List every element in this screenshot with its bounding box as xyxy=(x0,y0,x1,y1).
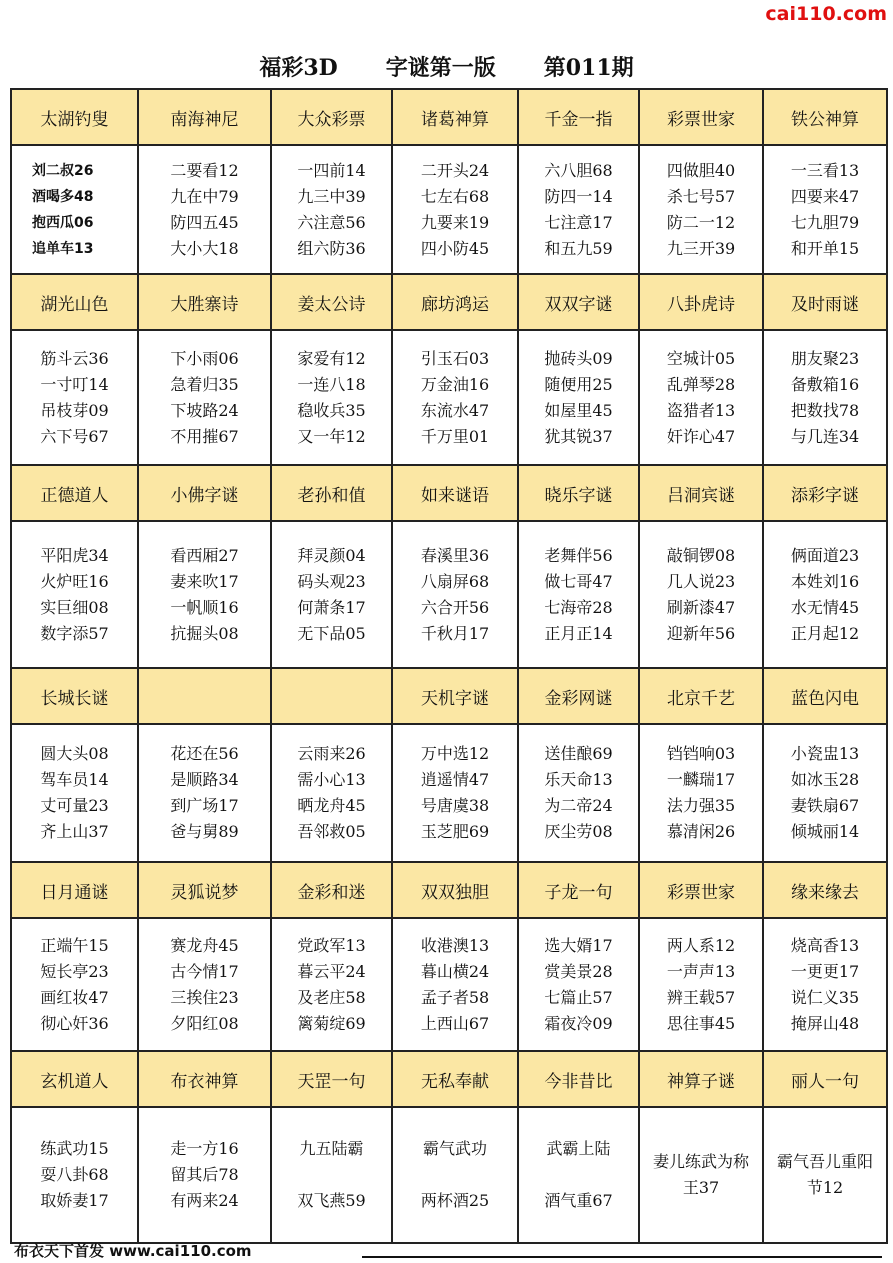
riddle-line: 家爱有12 xyxy=(297,348,366,368)
riddle-line: 耍八卦68 xyxy=(40,1165,109,1184)
riddle-line: 和五九59 xyxy=(544,238,613,258)
riddle-line: 敲铜锣08 xyxy=(666,545,736,565)
column-header: 天罡一句 xyxy=(271,1051,392,1107)
riddle-line: 抗掘头08 xyxy=(170,623,239,643)
riddle-line: 空城计05 xyxy=(666,348,736,368)
header-row xyxy=(11,89,887,145)
column-header: 北京千艺 xyxy=(639,668,763,724)
riddle-row xyxy=(11,1107,887,1243)
riddle-cell xyxy=(271,918,392,1051)
riddle-line: 一连八18 xyxy=(297,374,366,394)
riddle-line: 何萧条17 xyxy=(297,597,366,617)
column-header: 正德道人 xyxy=(11,465,138,521)
riddle-line: 把数找78 xyxy=(790,400,860,420)
riddle-cell xyxy=(11,724,138,862)
riddle-line: 九五陆霸 xyxy=(299,1139,364,1158)
riddle-line: 爸与舅89 xyxy=(170,822,239,841)
riddle-line: 吊枝芽09 xyxy=(40,400,109,420)
riddle-line: 下小雨06 xyxy=(170,348,239,368)
riddle-line: 一寸叮14 xyxy=(40,374,109,394)
column-header xyxy=(138,668,271,724)
riddle-line: 党政军13 xyxy=(297,935,366,955)
riddle-line: 正月正14 xyxy=(544,623,613,643)
column-header: 及时雨谜 xyxy=(763,274,887,330)
riddle-line: 朋友聚23 xyxy=(790,348,860,368)
riddle-row xyxy=(11,330,887,465)
riddle-line: 七左右68 xyxy=(420,186,490,206)
riddle-cell xyxy=(518,724,639,862)
riddle-line: 练武功15 xyxy=(40,1139,109,1158)
riddle-cell xyxy=(763,145,887,274)
riddle-line: 取娇妻17 xyxy=(40,1191,109,1210)
riddle-line: 酒喝多48 xyxy=(32,188,94,205)
riddle-line: 和开单15 xyxy=(790,238,860,258)
riddle-line: 霸气吾儿重阳节12 xyxy=(776,1152,873,1197)
page-title xyxy=(0,50,893,82)
riddle-line: 防四一14 xyxy=(544,186,613,206)
riddle-line: 一麟瑞17 xyxy=(666,770,736,789)
riddle-line: 为二帝24 xyxy=(544,796,613,815)
column-header xyxy=(271,668,392,724)
column-header: 双双独胆 xyxy=(392,862,518,918)
site-watermark: cai110.com xyxy=(765,3,887,25)
riddle-line: 九三开39 xyxy=(666,238,736,258)
riddle-line: 六合开56 xyxy=(420,597,490,617)
riddle-line: 九三中39 xyxy=(297,186,366,206)
column-header: 丽人一句 xyxy=(763,1051,887,1107)
column-header: 南海神尼 xyxy=(138,89,271,145)
riddle-line: 又一年12 xyxy=(297,426,366,446)
riddle-line: 到广场17 xyxy=(170,796,239,815)
riddle-line: 九在中79 xyxy=(170,186,239,206)
riddle-line: 四小防45 xyxy=(420,238,490,258)
column-header: 添彩字谜 xyxy=(763,465,887,521)
riddle-line: 春溪里36 xyxy=(420,545,490,565)
column-header: 天机字谜 xyxy=(392,668,518,724)
riddle-line: 组六防36 xyxy=(297,238,366,258)
column-header: 小佛字谜 xyxy=(138,465,271,521)
riddle-line: 掩屏山48 xyxy=(790,1013,860,1033)
riddle-line: 短长亭23 xyxy=(40,961,109,981)
column-header: 蓝色闪电 xyxy=(763,668,887,724)
riddle-grid xyxy=(10,88,888,1244)
riddle-line: 码头观23 xyxy=(297,571,366,591)
riddle-line: 急着归35 xyxy=(170,374,239,394)
riddle-line: 六下号67 xyxy=(40,426,109,446)
riddle-line: 辨王载57 xyxy=(666,987,736,1007)
column-header: 金彩和迷 xyxy=(271,862,392,918)
riddle-cell xyxy=(138,918,271,1051)
column-header: 姜太公诗 xyxy=(271,274,392,330)
riddle-line: 双飞燕59 xyxy=(297,1191,366,1210)
riddle-line: 迎新年56 xyxy=(666,623,736,643)
column-header: 吕洞宾谜 xyxy=(639,465,763,521)
column-header: 今非昔比 xyxy=(518,1051,639,1107)
riddle-line: 万中选12 xyxy=(420,744,490,763)
riddle-line: 二开头24 xyxy=(420,160,490,180)
riddle-line: 七注意17 xyxy=(544,212,613,232)
riddle-line: 暮山横24 xyxy=(420,961,490,981)
riddle-line: 无下品05 xyxy=(297,623,366,643)
riddle-line: 法力强35 xyxy=(666,796,736,815)
riddle-row xyxy=(11,724,887,862)
riddle-line: 思往事45 xyxy=(666,1013,736,1033)
riddle-line: 备敷箱16 xyxy=(790,374,860,394)
riddle-line: 正端午15 xyxy=(40,935,109,955)
riddle-cell xyxy=(518,521,639,668)
edition-name: 字谜第一版 xyxy=(385,54,496,81)
column-header: 彩票世家 xyxy=(639,862,763,918)
riddle-line: 几人说23 xyxy=(666,571,736,591)
riddle-line: 有两来24 xyxy=(170,1191,239,1210)
riddle-line: 火炉旺16 xyxy=(40,571,109,591)
riddle-line: 圆大头08 xyxy=(40,744,109,763)
column-header: 老孙和值 xyxy=(271,465,392,521)
riddle-line: 四做胆40 xyxy=(666,160,736,180)
riddle-line: 烧高香13 xyxy=(790,935,860,955)
riddle-line: 古今情17 xyxy=(170,961,239,981)
riddle-cell xyxy=(271,724,392,862)
riddle-line: 看西厢27 xyxy=(170,545,239,565)
riddle-line: 俩面道23 xyxy=(790,545,860,565)
riddle-line: 一帆顺16 xyxy=(170,597,239,617)
column-header: 太湖钓叟 xyxy=(11,89,138,145)
riddle-line: 倾城丽14 xyxy=(790,822,860,841)
column-header: 无私奉献 xyxy=(392,1051,518,1107)
riddle-line: 乐天命13 xyxy=(544,770,613,789)
riddle-line: 铛铛响03 xyxy=(666,744,736,763)
riddle-cell xyxy=(138,724,271,862)
riddle-line: 七海帝28 xyxy=(544,597,613,617)
riddle-line: 如屋里45 xyxy=(544,400,613,420)
riddle-line: 乱弹琴28 xyxy=(666,374,736,394)
riddle-line: 下坡路24 xyxy=(170,400,239,420)
riddle-line: 号唐虞38 xyxy=(420,796,490,815)
header-row xyxy=(11,274,887,330)
riddle-cell xyxy=(271,145,392,274)
riddle-cell xyxy=(138,1107,271,1243)
riddle-cell xyxy=(392,724,518,862)
riddle-line: 刘二叔26 xyxy=(32,162,94,179)
riddle-line: 做七哥47 xyxy=(544,571,613,591)
riddle-line: 千万里01 xyxy=(420,426,490,446)
riddle-row xyxy=(11,521,887,668)
column-header: 晓乐字谜 xyxy=(518,465,639,521)
riddle-line: 千秋月17 xyxy=(420,623,490,643)
riddle-cell xyxy=(11,330,138,465)
riddle-line: 东流水47 xyxy=(420,400,490,420)
riddle-line: 三挨住23 xyxy=(170,987,239,1007)
riddle-cell xyxy=(138,330,271,465)
riddle-cell xyxy=(639,521,763,668)
riddle-line: 盗猎者13 xyxy=(666,400,736,420)
riddle-line: 不用摧67 xyxy=(170,426,239,446)
riddle-line: 杀七号57 xyxy=(666,186,736,206)
riddle-line: 犹其锐37 xyxy=(544,426,613,446)
riddle-line: 六八胆68 xyxy=(544,160,613,180)
riddle-line: 九要来19 xyxy=(420,212,490,232)
riddle-line: 数字添57 xyxy=(40,623,109,643)
column-header: 子龙一句 xyxy=(518,862,639,918)
riddle-line: 一更更17 xyxy=(790,961,860,981)
riddle-line: 一声声13 xyxy=(666,961,736,981)
column-header: 神算子谜 xyxy=(639,1051,763,1107)
riddle-cell xyxy=(518,918,639,1051)
column-header: 布衣神算 xyxy=(138,1051,271,1107)
riddle-cell xyxy=(763,918,887,1051)
riddle-cell xyxy=(138,145,271,274)
column-header: 八卦虎诗 xyxy=(639,274,763,330)
column-header: 玄机道人 xyxy=(11,1051,138,1107)
header-row xyxy=(11,668,887,724)
riddle-cell xyxy=(639,330,763,465)
riddle-line: 妻儿练武为称王37 xyxy=(652,1152,749,1197)
riddle-cell xyxy=(639,1107,763,1243)
riddle-line: 抱西瓜06 xyxy=(32,214,94,231)
riddle-line: 收港澳13 xyxy=(420,935,490,955)
riddle-line: 水无情45 xyxy=(790,597,860,617)
riddle-cell xyxy=(518,330,639,465)
riddle-line: 上西山67 xyxy=(420,1013,490,1033)
riddle-cell xyxy=(392,521,518,668)
riddle-cell xyxy=(639,918,763,1051)
column-header: 缘来缘去 xyxy=(763,862,887,918)
riddle-line: 实巨细08 xyxy=(40,597,109,617)
riddle-line: 彻心奸36 xyxy=(40,1013,109,1033)
riddle-line: 妻来吹17 xyxy=(170,571,239,591)
riddle-line: 平阳虎34 xyxy=(40,545,109,565)
riddle-cell xyxy=(11,145,138,274)
footer-divider xyxy=(362,1256,882,1258)
header-row xyxy=(11,862,887,918)
riddle-line: 抛砖头09 xyxy=(544,348,613,368)
riddle-line: 防四五45 xyxy=(170,212,239,232)
riddle-line: 酒气重67 xyxy=(544,1191,613,1210)
column-header: 湖光山色 xyxy=(11,274,138,330)
riddle-cell xyxy=(763,1107,887,1243)
riddle-line: 夕阳红08 xyxy=(170,1013,239,1033)
riddle-line: 孟子者58 xyxy=(420,987,490,1007)
riddle-cell xyxy=(392,330,518,465)
riddle-line: 二要看12 xyxy=(170,160,239,180)
riddle-line: 稳收兵35 xyxy=(297,400,366,420)
riddle-line: 追单车13 xyxy=(32,240,94,257)
riddle-cell xyxy=(392,918,518,1051)
riddle-cell xyxy=(518,145,639,274)
riddle-line: 如冰玉28 xyxy=(790,770,860,789)
riddle-line: 老舞伴56 xyxy=(544,545,613,565)
riddle-line: 八扇屏68 xyxy=(420,571,490,591)
riddle-cell xyxy=(11,1107,138,1243)
riddle-cell xyxy=(271,1107,392,1243)
riddle-line: 随便用25 xyxy=(544,374,613,394)
riddle-line: 正月起12 xyxy=(790,623,860,643)
riddle-line: 及老庄58 xyxy=(297,987,366,1007)
riddle-line: 万金油16 xyxy=(420,374,490,394)
riddle-line: 赏美景28 xyxy=(544,961,613,981)
riddle-line: 拜灵颜04 xyxy=(297,545,366,565)
riddle-line: 篱菊绽69 xyxy=(297,1013,366,1033)
column-header: 大众彩票 xyxy=(271,89,392,145)
riddle-line: 一三看13 xyxy=(790,160,860,180)
riddle-line: 刷新漆47 xyxy=(666,597,736,617)
riddle-row xyxy=(11,145,887,274)
riddle-cell xyxy=(763,521,887,668)
riddle-line: 一四前14 xyxy=(297,160,366,180)
riddle-line: 齐上山37 xyxy=(40,822,109,841)
riddle-line: 晒龙舟45 xyxy=(297,796,366,815)
lottery-name: 福彩3D xyxy=(259,54,338,81)
riddle-line: 大小大18 xyxy=(170,238,239,258)
riddle-cell xyxy=(392,1107,518,1243)
riddle-line: 是顺路34 xyxy=(170,770,239,789)
riddle-line: 七九胆79 xyxy=(790,212,860,232)
riddle-line: 逍遥情47 xyxy=(420,770,490,789)
column-header: 诸葛神算 xyxy=(392,89,518,145)
riddle-line: 云雨来26 xyxy=(297,744,366,763)
column-header: 长城长谜 xyxy=(11,668,138,724)
riddle-line: 走一方16 xyxy=(170,1139,239,1158)
riddle-line: 留其后78 xyxy=(170,1165,239,1184)
riddle-line: 本姓刘16 xyxy=(790,571,860,591)
column-header: 双双字谜 xyxy=(518,274,639,330)
riddle-line: 武霸上陆 xyxy=(546,1139,611,1158)
riddle-line: 奸诈心47 xyxy=(666,426,736,446)
riddle-line: 霸气武功 xyxy=(422,1139,487,1158)
riddle-cell xyxy=(271,330,392,465)
riddle-line: 与几连34 xyxy=(790,426,860,446)
riddle-cell xyxy=(763,724,887,862)
riddle-line: 需小心13 xyxy=(297,770,366,789)
header-row xyxy=(11,1051,887,1107)
riddle-line: 花还在56 xyxy=(170,744,239,763)
riddle-cell xyxy=(763,330,887,465)
riddle-line: 七篇止57 xyxy=(544,987,613,1007)
riddle-line: 慕清闲26 xyxy=(666,822,736,841)
column-header: 日月通谜 xyxy=(11,862,138,918)
riddle-cell xyxy=(11,918,138,1051)
riddle-line: 六注意56 xyxy=(297,212,366,232)
header-row xyxy=(11,465,887,521)
riddle-line: 画红妆47 xyxy=(40,987,109,1007)
riddle-line: 说仁义35 xyxy=(790,987,860,1007)
riddle-cell xyxy=(639,724,763,862)
riddle-line: 两人系12 xyxy=(666,935,736,955)
riddle-line: 小瓷盅13 xyxy=(790,744,860,763)
riddle-line: 引玉石03 xyxy=(420,348,490,368)
riddle-line: 厌尘劳08 xyxy=(544,822,613,841)
riddle-line: 筋斗云36 xyxy=(40,348,109,368)
column-header: 彩票世家 xyxy=(639,89,763,145)
riddle-cell xyxy=(392,145,518,274)
riddle-line: 吾邻救05 xyxy=(297,822,366,841)
column-header: 灵狐说梦 xyxy=(138,862,271,918)
riddle-line: 赛龙舟45 xyxy=(170,935,239,955)
column-header: 金彩网谜 xyxy=(518,668,639,724)
riddle-line: 送佳酿69 xyxy=(544,744,613,763)
riddle-cell xyxy=(518,1107,639,1243)
column-header: 廊坊鸿运 xyxy=(392,274,518,330)
riddle-cell xyxy=(138,521,271,668)
riddle-line: 两杯酒25 xyxy=(420,1191,490,1210)
riddle-line: 妻铁扇67 xyxy=(790,796,860,815)
riddle-line: 选大婿17 xyxy=(544,935,613,955)
riddle-cell xyxy=(11,521,138,668)
riddle-cell xyxy=(639,145,763,274)
riddle-line: 霜夜冷09 xyxy=(544,1013,613,1033)
issue-number: 第011期 xyxy=(543,54,634,81)
column-header: 大胜寨诗 xyxy=(138,274,271,330)
column-header: 铁公神算 xyxy=(763,89,887,145)
column-header: 千金一指 xyxy=(518,89,639,145)
riddle-line: 驾车员14 xyxy=(40,770,109,789)
riddle-line: 暮云平24 xyxy=(297,961,366,981)
riddle-line: 防二一12 xyxy=(666,212,736,232)
riddle-line: 丈可量23 xyxy=(40,796,109,815)
column-header: 如来谜语 xyxy=(392,465,518,521)
riddle-row xyxy=(11,918,887,1051)
riddle-line: 四要来47 xyxy=(790,186,860,206)
footer-credit: 布衣天下首发 www.cai110.com xyxy=(14,1242,252,1260)
riddle-cell xyxy=(271,521,392,668)
riddle-line: 玉芝肥69 xyxy=(420,822,490,841)
